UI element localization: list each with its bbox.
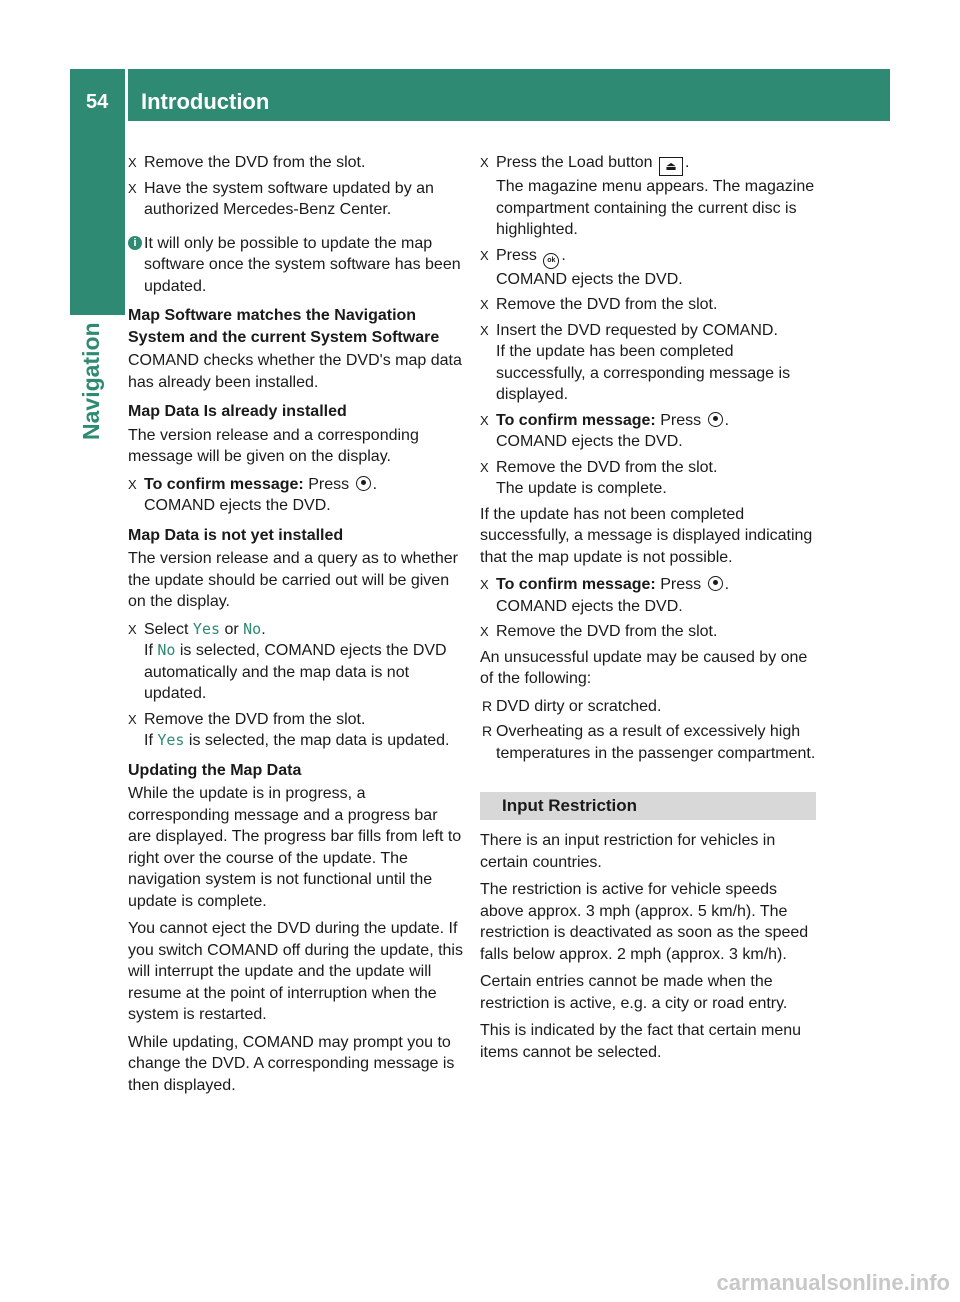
watermark: carmanualsonline.info bbox=[716, 1270, 950, 1295]
heading: Map Data Is already installed bbox=[128, 403, 347, 420]
side-tab bbox=[70, 121, 125, 315]
info-note: i It will only be possible to update the map software once the system software has been updated. bbox=[128, 233, 464, 298]
ok-button-icon: ok bbox=[543, 253, 559, 269]
step-marker-icon: X bbox=[480, 459, 489, 475]
paragraph: Certain entries cannot be made when the restriction is active, e.g. a city or road entry. bbox=[480, 973, 788, 1012]
paragraph: The version release and a query as to whether the update should be carried out will be given on the display. bbox=[128, 550, 458, 610]
paragraph: You cannot eject the DVD during the update. If you switch COMAND off during the update, this will interrupt the update and the update will resume at the point of interruption when the system is restarted. bbox=[128, 920, 463, 1023]
step-marker-icon: X bbox=[480, 322, 489, 338]
step-item: X Remove the DVD from the slot. bbox=[128, 152, 464, 174]
paragraph: This is indicated by the fact that certain menu items cannot be selected. bbox=[480, 1022, 802, 1061]
paragraph: While the update is in progress, a corresponding message and a progress bar are displayed. The progress bar fills from left to right over the course of the update. The navigation system is not functional until the update is complete. bbox=[128, 785, 462, 910]
bullet-item: R Overheating as a result of excessively high temperatures in the passenger compartment. bbox=[482, 723, 816, 762]
eject-load-icon: ⏏ bbox=[659, 157, 683, 176]
step-item: X Select Yes or No. If No is selected, COMAND ejects the DVD automatically and the map data is not updated. bbox=[128, 619, 447, 702]
step-marker-icon: X bbox=[480, 624, 489, 639]
paragraph: The restriction is active for vehicle speeds above approx. 3 mph (approx. 5 km/h). The restriction is deactivated as soon as the speed falls below approx. 2 mph (approx. 3 km/h). bbox=[480, 881, 809, 963]
step-item: X Insert the DVD requested by COMAND. If the update has been completed successfully, a corresponding message is displayed. bbox=[480, 321, 791, 403]
step-marker-icon: X bbox=[128, 476, 137, 492]
step-marker-icon: X bbox=[128, 180, 137, 196]
controller-knob-icon bbox=[708, 412, 723, 427]
step-item: X Remove the DVD from the slot. bbox=[480, 294, 816, 316]
step-marker-icon: X bbox=[480, 297, 489, 312]
step-marker-icon: X bbox=[128, 621, 137, 637]
heading: Map Data is not yet installed bbox=[128, 526, 344, 544]
info-icon: i bbox=[128, 236, 142, 250]
left-column bbox=[128, 152, 464, 1102]
step-item: X To confirm message: Press . COMAND ejects the DVD. bbox=[480, 411, 730, 450]
step-marker-icon: X bbox=[128, 155, 137, 170]
heading: Updating the Map Data bbox=[128, 761, 302, 779]
header-bar bbox=[70, 69, 890, 121]
section-side-label: Navigation bbox=[78, 322, 104, 440]
step-item: X Remove the DVD from the slot. bbox=[480, 621, 816, 643]
right-column bbox=[480, 152, 816, 1069]
step-item: X Press ok . COMAND ejects the DVD. bbox=[480, 246, 683, 288]
paragraph: While updating, COMAND may prompt you to change the DVD. A corresponding message is then displayed. bbox=[128, 1033, 455, 1094]
step-marker-icon: X bbox=[480, 247, 489, 263]
paragraph: If the update has not been completed successfully, a message is displayed indicating that the map update is not possible. bbox=[480, 505, 813, 566]
step-marker-icon: X bbox=[480, 577, 489, 592]
controller-knob-icon bbox=[356, 476, 371, 491]
step-item: X Remove the DVD from the slot. If Yes is selected, the map data is updated. bbox=[128, 710, 450, 749]
page-number: 54 bbox=[86, 91, 109, 113]
step-marker-icon: X bbox=[128, 711, 137, 727]
paragraph: The version release and a corresponding message will be given on the display. bbox=[128, 426, 419, 465]
bullet-item: R DVD dirty or scratched. bbox=[480, 696, 816, 718]
page-title: Introduction bbox=[141, 89, 270, 114]
paragraph: COMAND checks whether the DVD's map data has already been installed. bbox=[128, 352, 462, 391]
bullet-icon: R bbox=[482, 723, 493, 739]
paragraph: An unsucessful update may be caused by one of the following: bbox=[480, 648, 808, 687]
section-heading-bar: Input Restriction bbox=[480, 792, 816, 820]
page-number-box bbox=[70, 69, 125, 121]
controller-knob-icon bbox=[708, 576, 723, 591]
heading: Map Software matches the Navigation System and the current System Software bbox=[128, 307, 440, 346]
paragraph: There is an input restriction for vehicles in certain countries. bbox=[480, 832, 776, 871]
step-marker-icon: X bbox=[480, 155, 489, 170]
step-marker-icon: X bbox=[480, 412, 489, 428]
step-item: X Have the system software updated by an authorized Mercedes-Benz Center. bbox=[128, 179, 434, 218]
step-item: X To confirm message: Press . COMAND ejects the DVD. bbox=[480, 576, 730, 615]
bullet-icon: R bbox=[482, 697, 493, 714]
step-item: X Remove the DVD from the slot. The update is complete. bbox=[480, 458, 718, 497]
header-divider bbox=[125, 69, 128, 121]
step-item: X To confirm message: Press . COMAND ejects the DVD. bbox=[128, 475, 378, 514]
step-item: X Press the Load button ⏏ . The magazine menu appears. The magazine compartment containing the current disc is highlighted. bbox=[480, 154, 815, 238]
